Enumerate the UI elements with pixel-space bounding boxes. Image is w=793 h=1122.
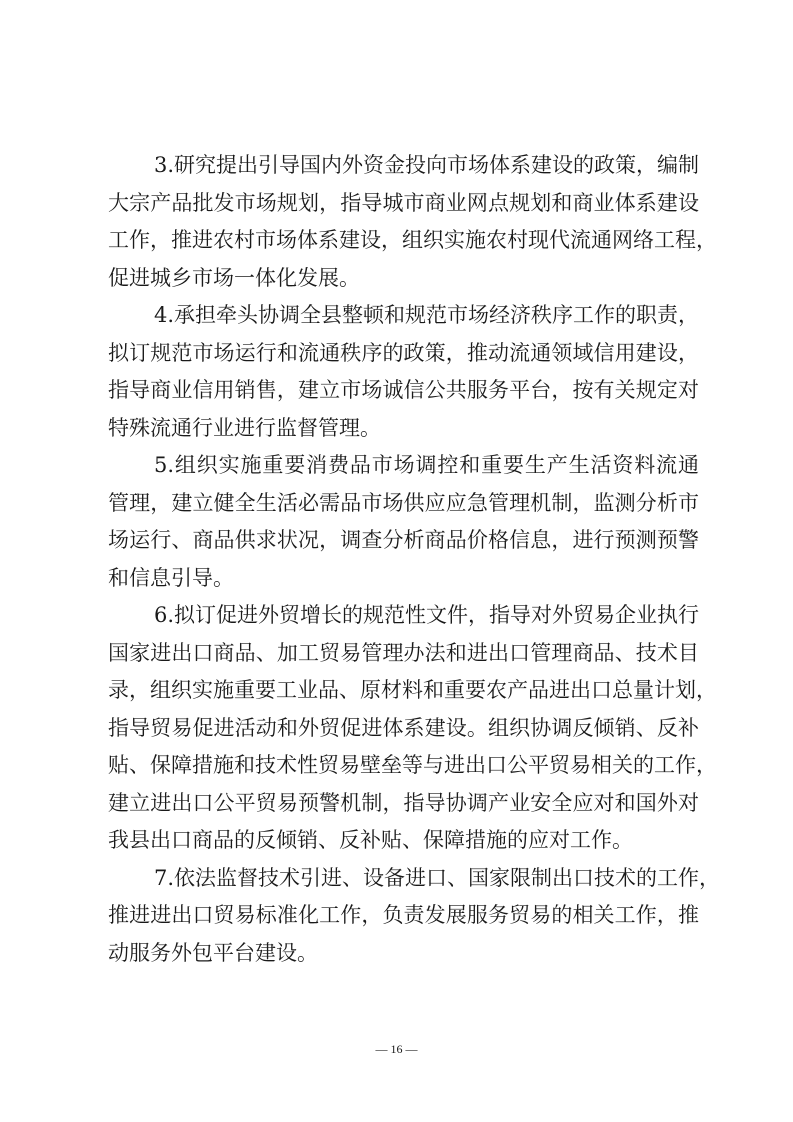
paragraph-line: 贴、保障措施和技术性贸易壁垒等与进出口公平贸易相关的工作， [108, 753, 717, 777]
paragraph-line: 指导贸易促进活动和外贸促进体系建设。组织协调反倾销、反补 [108, 715, 699, 740]
paragraph [108, 597, 717, 860]
paragraph-line: 管理，建立健全生活必需品市场供应应急管理机制，监测分析市 [108, 490, 699, 515]
page-number: — 16 — [375, 1042, 418, 1056]
paragraph-line: 拟订规范市场运行和流通秩序的政策，推动流通领域信用建设， [108, 340, 699, 365]
paragraph [108, 860, 721, 973]
paragraph-line: 工作，推进农村市场体系建设，组织实施农村现代流通网络工程， [108, 228, 717, 252]
paragraph-line: 7.依法监督技术引进、设备进口、国家限制出口技术的工作， [154, 865, 721, 890]
paragraph [108, 147, 717, 297]
document-body [108, 147, 721, 972]
paragraph-line: 动服务外包平台建设。 [108, 940, 318, 965]
paragraph-line: 促进城乡市场一体化发展。 [108, 265, 360, 290]
paragraph-line: 我县出口商品的反倾销、反补贴、保障措施的应对工作。 [108, 828, 633, 852]
paragraph [108, 447, 699, 597]
paragraph-line: 4.承担牵头协调全县整顿和规范市场经济秩序工作的职责， [154, 303, 700, 327]
paragraph-line: 大宗产品批发市场规划，指导城市商业网点规划和商业体系建设 [108, 190, 699, 215]
paragraph-line: 和信息引导。 [108, 565, 234, 590]
paragraph-line: 建立进出口公平贸易预警机制，指导协调产业安全应对和国外对 [108, 790, 699, 815]
paragraph-line: 录，组织实施重要工业品、原材料和重要农产品进出口总量计划， [108, 678, 717, 702]
paragraph-line: 3.研究提出引导国内外资金投向市场体系建设的政策，编制 [154, 153, 700, 177]
paragraph-line: 指导商业信用销售，建立市场诚信公共服务平台，按有关规定对 [108, 378, 699, 402]
paragraph-line: 国家进出口商品、加工贸易管理办法和进出口管理商品、技术目 [108, 640, 699, 665]
paragraph-line: 6.拟订促进外贸增长的规范性文件，指导对外贸易企业执行 [154, 603, 700, 627]
paragraph-line: 特殊流通行业进行监督管理。 [108, 415, 381, 440]
paragraph [108, 297, 699, 447]
paragraph-line: 推进进出口贸易标准化工作，负责发展服务贸易的相关工作，推 [108, 903, 699, 927]
paragraph-line: 5.组织实施重要消费品市场调控和重要生产生活资料流通 [154, 453, 699, 477]
paragraph-line: 场运行、商品供求状况，调查分析商品价格信息，进行预测预警 [108, 528, 699, 552]
